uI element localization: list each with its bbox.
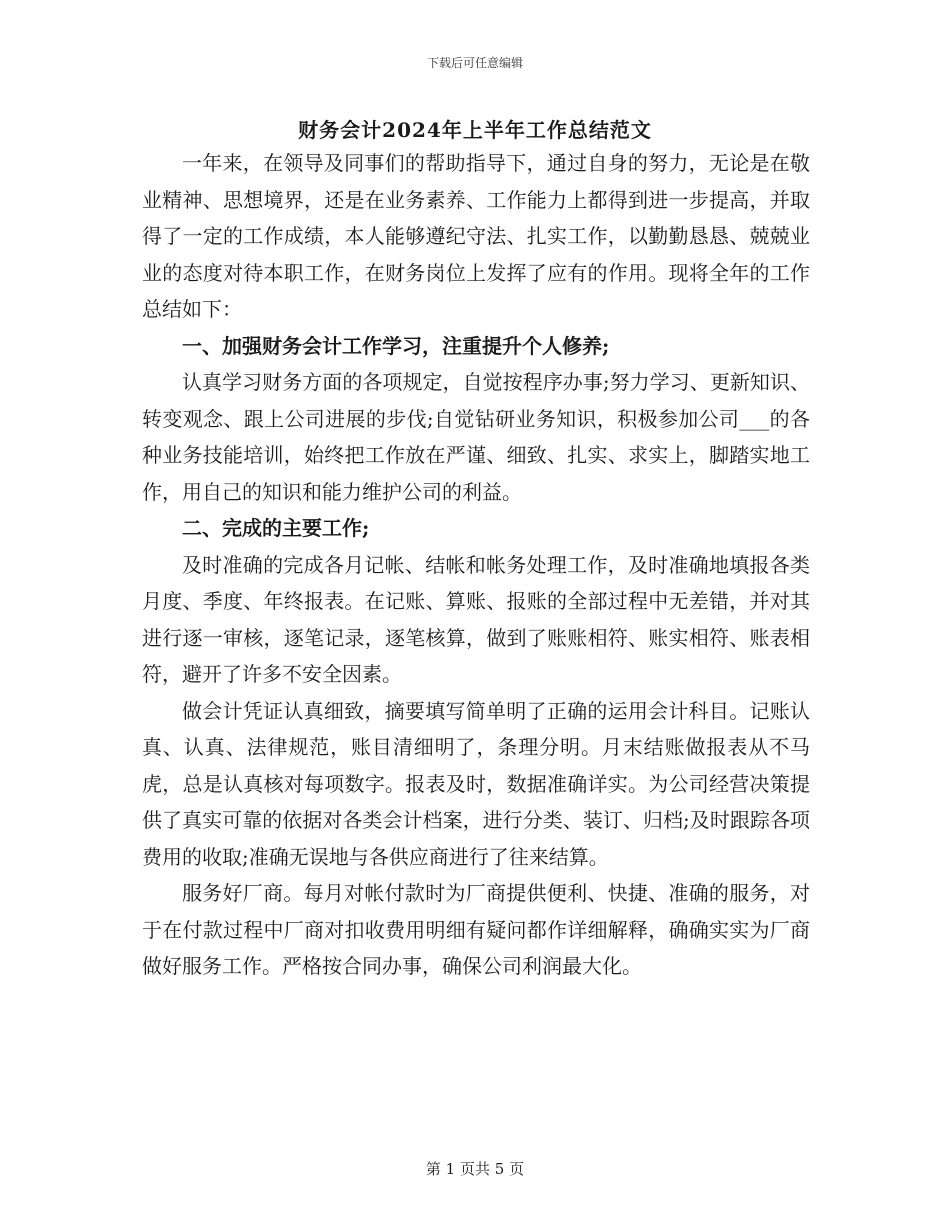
header-note: 下载后可任意编辑 bbox=[426, 56, 523, 70]
paragraph-vendors: 服务好厂商。每月对帐付款时为厂商提供便利、快捷、准确的服务，对于在付款过程中厂商对扣收费用明细有疑问都作详细解释，确确实实为厂商做好服务工作。严格按合同办事，确保公司利润最大化。 bbox=[142, 881, 810, 978]
paragraph-study: 认真学习财务方面的各项规定，自觉按程序办事;努力学习、更新知识、转变观念、跟上公司进展的步伐;自觉钻研业务知识，积极参加公司___的各种业务技能培训，始终把工作放在严谨、细致、扎实、求实上，脚踏实地工作，用自己的知识和能力维护公司的利益。 bbox=[142, 370, 810, 504]
section-heading-2: 二、完成的主要工作; bbox=[182, 516, 370, 540]
paragraph-vouchers: 做会计凭证认真细致，摘要填写简单明了正确的运用会计科目。记账认真、认真、法律规范，账目清细明了，条理分明。月末结账做报表从不马虎，总是认真核对每项数字。报表及时，数据准确详实。为公司经营决策提供了真实可靠的依据对各类会计档案，进行分类、装订、归档;及时跟踪各项费用的收取;准确无误地与各供应商进行了往来结算。 bbox=[142, 698, 810, 869]
section-heading-1: 一、加强财务会计工作学习，注重提升个人修养; bbox=[182, 333, 610, 358]
paragraph-accounting: 及时准确的完成各月记帐、结帐和帐务处理工作，及时准确地填报各类月度、季度、年终报表。在记账、算账、报账的全部过程中无差错，并对其进行逐一审核，逐笔记录，逐笔核算，做到了账账相符、账实相符、账表相符，避开了许多不安全因素。 bbox=[142, 552, 810, 686]
page-number: 第 1 页共 5 页 bbox=[425, 1160, 525, 1178]
document-body bbox=[142, 145, 810, 985]
document-title: 财务会计2024年上半年工作总结范文 bbox=[298, 118, 652, 142]
paragraph-intro: 一年来，在领导及同事们的帮助指导下，通过自身的努力，无论是在敬业精神、思想境界，还是在业务素养、工作能力上都得到进一步提高，并取得了一定的工作成绩，本人能够遵纪守法、扎实工作，以勤勤恳恳、兢兢业业的态度对待本职工作，在财务岗位上发挥了应有的作用。现将全年的工作总结如下： bbox=[142, 151, 810, 321]
